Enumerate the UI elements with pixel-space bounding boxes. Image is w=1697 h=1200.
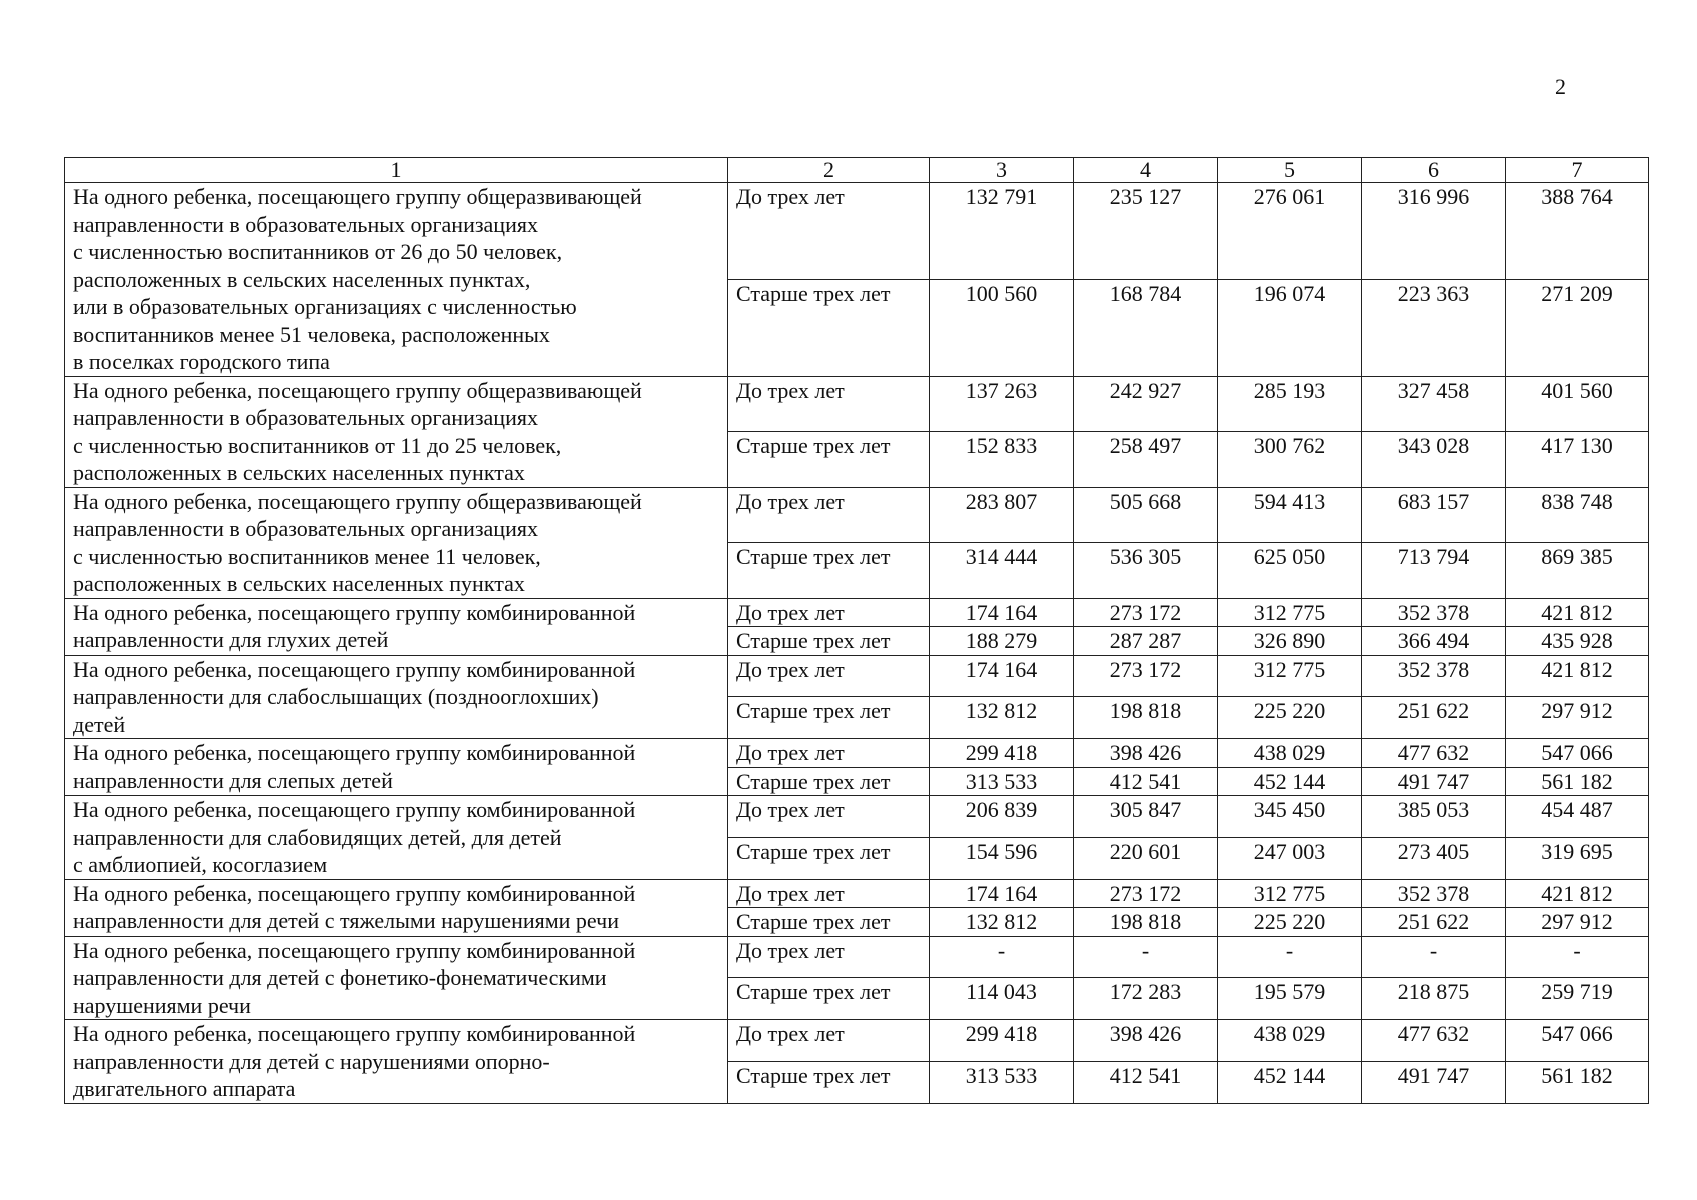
- value-cell: 352 378: [1362, 879, 1506, 908]
- age-group-cell: До трех лет: [728, 739, 930, 768]
- value-cell: 421 812: [1506, 879, 1649, 908]
- value-cell: 273 405: [1362, 837, 1506, 879]
- value-cell: 438 029: [1218, 1020, 1362, 1062]
- value-cell: 326 890: [1218, 627, 1362, 656]
- value-cell: 235 127: [1074, 183, 1218, 280]
- age-group-cell: Старше трех лет: [728, 978, 930, 1020]
- value-cell: 547 066: [1506, 1020, 1649, 1062]
- value-cell: 168 784: [1074, 279, 1218, 376]
- age-group-cell: Старше трех лет: [728, 697, 930, 739]
- value-cell: 838 748: [1506, 487, 1649, 543]
- group-description: На одного ребенка, посещающего группу общеразвивающей направленности в образовательных организациях с численностью воспитанников от 26 до 50 человек, расположенных в сельских населенных пунктах, или в образовательных организациях с численностью воспитанников менее 51 человека, расположенных в поселках городского типа: [65, 183, 728, 377]
- value-cell: -: [1074, 936, 1218, 978]
- value-cell: 100 560: [930, 279, 1074, 376]
- value-cell: 412 541: [1074, 767, 1218, 796]
- value-cell: 259 719: [1506, 978, 1649, 1020]
- group-description: На одного ребенка, посещающего группу комбинированной направленности для глухих детей: [65, 598, 728, 655]
- group-description: На одного ребенка, посещающего группу комбинированной направленности для детей с нарушениями опорно- двигательного аппарата: [65, 1020, 728, 1104]
- age-group-cell: Старше трех лет: [728, 279, 930, 376]
- value-cell: 547 066: [1506, 739, 1649, 768]
- table-row: [65, 376, 1649, 432]
- age-group-cell: До трех лет: [728, 183, 930, 280]
- value-cell: 343 028: [1362, 432, 1506, 488]
- age-group-cell: До трех лет: [728, 598, 930, 627]
- value-cell: 491 747: [1362, 1061, 1506, 1103]
- page-number: 2: [1555, 74, 1566, 99]
- table-row: [65, 1020, 1649, 1062]
- value-cell: 491 747: [1362, 767, 1506, 796]
- value-cell: 114 043: [930, 978, 1074, 1020]
- value-cell: 313 533: [930, 1061, 1074, 1103]
- value-cell: 273 172: [1074, 879, 1218, 908]
- value-cell: 438 029: [1218, 739, 1362, 768]
- table-row: [65, 598, 1649, 627]
- value-cell: -: [1218, 936, 1362, 978]
- value-cell: 536 305: [1074, 543, 1218, 599]
- value-cell: 388 764: [1506, 183, 1649, 280]
- value-cell: 273 172: [1074, 655, 1218, 697]
- value-cell: 869 385: [1506, 543, 1649, 599]
- age-group-cell: Старше трех лет: [728, 543, 930, 599]
- value-cell: 188 279: [930, 627, 1074, 656]
- table-row: [65, 796, 1649, 838]
- value-cell: 251 622: [1362, 697, 1506, 739]
- table-row: [65, 487, 1649, 543]
- value-cell: 196 074: [1218, 279, 1362, 376]
- value-cell: 271 209: [1506, 279, 1649, 376]
- value-cell: 242 927: [1074, 376, 1218, 432]
- value-cell: 297 912: [1506, 908, 1649, 937]
- value-cell: 412 541: [1074, 1061, 1218, 1103]
- value-cell: 220 601: [1074, 837, 1218, 879]
- value-cell: 225 220: [1218, 697, 1362, 739]
- table-row: [65, 183, 1649, 280]
- value-cell: 276 061: [1218, 183, 1362, 280]
- value-cell: 300 762: [1218, 432, 1362, 488]
- value-cell: 152 833: [930, 432, 1074, 488]
- value-cell: 561 182: [1506, 767, 1649, 796]
- value-cell: 316 996: [1362, 183, 1506, 280]
- age-group-cell: До трех лет: [728, 796, 930, 838]
- value-cell: 366 494: [1362, 627, 1506, 656]
- value-cell: 247 003: [1218, 837, 1362, 879]
- value-cell: -: [1362, 936, 1506, 978]
- column-number: 6: [1362, 158, 1506, 183]
- value-cell: 218 875: [1362, 978, 1506, 1020]
- value-cell: 313 533: [930, 767, 1074, 796]
- value-cell: 154 596: [930, 837, 1074, 879]
- table-row: [65, 879, 1649, 908]
- value-cell: 505 668: [1074, 487, 1218, 543]
- value-cell: 385 053: [1362, 796, 1506, 838]
- age-group-cell: Старше трех лет: [728, 627, 930, 656]
- value-cell: 352 378: [1362, 598, 1506, 627]
- value-cell: 452 144: [1218, 767, 1362, 796]
- age-group-cell: Старше трех лет: [728, 432, 930, 488]
- column-number-row: [65, 158, 1649, 183]
- table-row: [65, 739, 1649, 768]
- value-cell: -: [930, 936, 1074, 978]
- value-cell: 258 497: [1074, 432, 1218, 488]
- value-cell: 421 812: [1506, 655, 1649, 697]
- value-cell: 421 812: [1506, 598, 1649, 627]
- age-group-cell: До трех лет: [728, 879, 930, 908]
- value-cell: 225 220: [1218, 908, 1362, 937]
- group-description: На одного ребенка, посещающего группу общеразвивающей направленности в образовательных организациях с численностью воспитанников от 11 до 25 человек, расположенных в сельских населенных пунктах: [65, 376, 728, 487]
- value-cell: 312 775: [1218, 879, 1362, 908]
- value-cell: 198 818: [1074, 908, 1218, 937]
- group-description: На одного ребенка, посещающего группу комбинированной направленности для слабовидящих детей, для детей с амблиопией, косоглазием: [65, 796, 728, 880]
- value-cell: 398 426: [1074, 739, 1218, 768]
- age-group-cell: До трех лет: [728, 936, 930, 978]
- column-number: 2: [728, 158, 930, 183]
- age-group-cell: Старше трех лет: [728, 908, 930, 937]
- value-cell: 287 287: [1074, 627, 1218, 656]
- value-cell: 305 847: [1074, 796, 1218, 838]
- value-cell: 137 263: [930, 376, 1074, 432]
- value-cell: 477 632: [1362, 739, 1506, 768]
- value-cell: 327 458: [1362, 376, 1506, 432]
- column-number: 1: [65, 158, 728, 183]
- group-description: На одного ребенка, посещающего группу общеразвивающей направленности в образовательных организациях с численностью воспитанников менее 11 человек, расположенных в сельских населенных пунктах: [65, 487, 728, 598]
- value-cell: 312 775: [1218, 598, 1362, 627]
- value-cell: 683 157: [1362, 487, 1506, 543]
- value-cell: 299 418: [930, 1020, 1074, 1062]
- value-cell: 561 182: [1506, 1061, 1649, 1103]
- value-cell: 206 839: [930, 796, 1074, 838]
- column-number: 3: [930, 158, 1074, 183]
- value-cell: 454 487: [1506, 796, 1649, 838]
- value-cell: 174 164: [930, 655, 1074, 697]
- tariff-table: [64, 157, 1649, 1104]
- value-cell: 251 622: [1362, 908, 1506, 937]
- value-cell: 435 928: [1506, 627, 1649, 656]
- value-cell: 401 560: [1506, 376, 1649, 432]
- value-cell: 273 172: [1074, 598, 1218, 627]
- value-cell: -: [1506, 936, 1649, 978]
- value-cell: 132 812: [930, 697, 1074, 739]
- value-cell: 352 378: [1362, 655, 1506, 697]
- value-cell: 174 164: [930, 598, 1074, 627]
- value-cell: 297 912: [1506, 697, 1649, 739]
- value-cell: 417 130: [1506, 432, 1649, 488]
- value-cell: 299 418: [930, 739, 1074, 768]
- value-cell: 345 450: [1218, 796, 1362, 838]
- age-group-cell: Старше трех лет: [728, 837, 930, 879]
- value-cell: 132 812: [930, 908, 1074, 937]
- value-cell: 477 632: [1362, 1020, 1506, 1062]
- value-cell: 625 050: [1218, 543, 1362, 599]
- group-description: На одного ребенка, посещающего группу комбинированной направленности для детей с тяжелыми нарушениями речи: [65, 879, 728, 936]
- value-cell: 223 363: [1362, 279, 1506, 376]
- value-cell: 174 164: [930, 879, 1074, 908]
- table-row: [65, 655, 1649, 697]
- value-cell: 195 579: [1218, 978, 1362, 1020]
- table-body: [65, 158, 1649, 1104]
- column-number: 7: [1506, 158, 1649, 183]
- value-cell: 283 807: [930, 487, 1074, 543]
- age-group-cell: До трех лет: [728, 655, 930, 697]
- value-cell: 312 775: [1218, 655, 1362, 697]
- value-cell: 172 283: [1074, 978, 1218, 1020]
- group-description: На одного ребенка, посещающего группу комбинированной направленности для слабослышащих (позднооглохших) детей: [65, 655, 728, 739]
- age-group-cell: Старше трех лет: [728, 767, 930, 796]
- column-number: 4: [1074, 158, 1218, 183]
- value-cell: 713 794: [1362, 543, 1506, 599]
- age-group-cell: До трех лет: [728, 1020, 930, 1062]
- age-group-cell: Старше трех лет: [728, 1061, 930, 1103]
- column-number: 5: [1218, 158, 1362, 183]
- age-group-cell: До трех лет: [728, 487, 930, 543]
- value-cell: 319 695: [1506, 837, 1649, 879]
- value-cell: 132 791: [930, 183, 1074, 280]
- value-cell: 314 444: [930, 543, 1074, 599]
- value-cell: 452 144: [1218, 1061, 1362, 1103]
- group-description: На одного ребенка, посещающего группу комбинированной направленности для слепых детей: [65, 739, 728, 796]
- value-cell: 198 818: [1074, 697, 1218, 739]
- group-description: На одного ребенка, посещающего группу комбинированной направленности для детей с фонетико-фонематическими нарушениями речи: [65, 936, 728, 1020]
- table-row: [65, 936, 1649, 978]
- value-cell: 398 426: [1074, 1020, 1218, 1062]
- value-cell: 594 413: [1218, 487, 1362, 543]
- age-group-cell: До трех лет: [728, 376, 930, 432]
- value-cell: 285 193: [1218, 376, 1362, 432]
